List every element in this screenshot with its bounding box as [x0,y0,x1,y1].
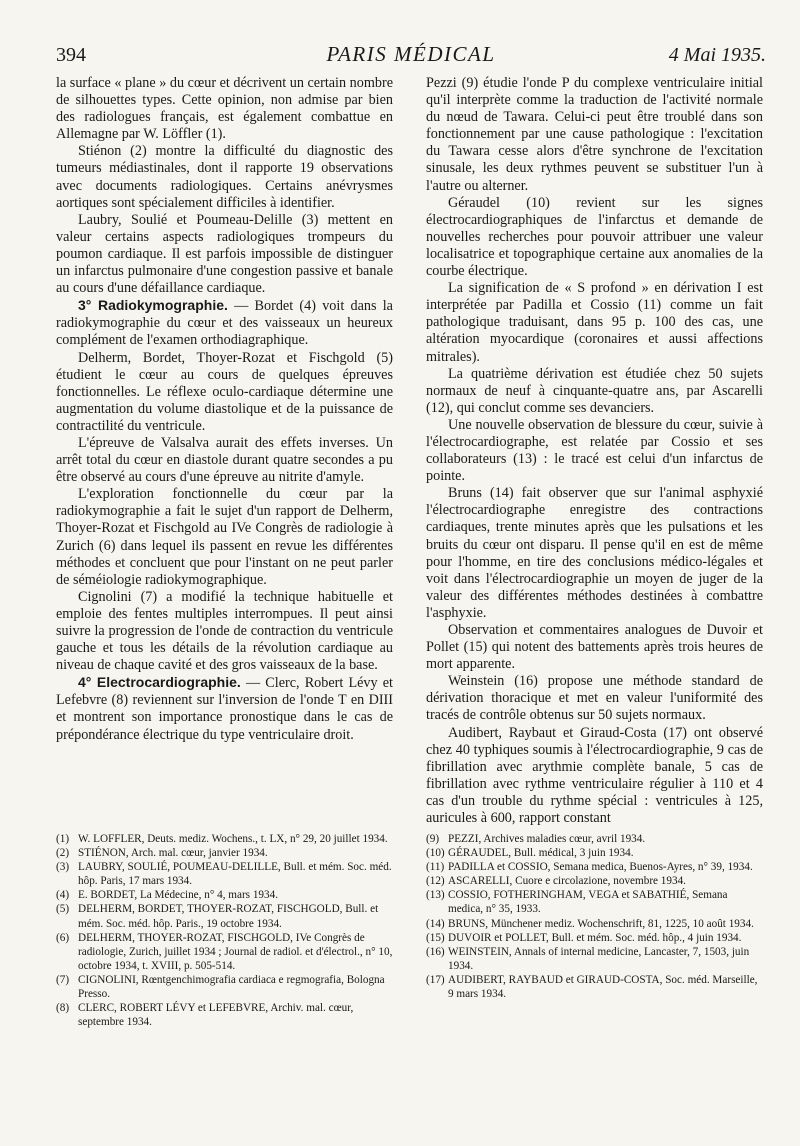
footnote-number: (13) [426,889,445,902]
footnote [426,973,763,1001]
footnote-number: (11) [426,861,445,874]
footnote [426,832,763,846]
footnote-number: (8) [56,1002,70,1015]
footnote-text: LAUBRY, SOULIÉ, POUMEAU-DELILLE, Bull. et mém. Soc. méd. hôp. Paris, 17 mars 1934. [78,861,392,888]
footnote-text: ASCARELLI, Cuore e circolazione, novembre 1934. [448,875,686,888]
paragraph: L'exploration fonctionnelle du cœur par la radiokymographie a fait le sujet d'un rapport de Delherm, Thoyer-Rozat et Fischgold au IVe Congrès de radiologie à Zurich (6) dans lequel ils passent en revue les différentes méthodes et concluent que pour l'instant on ne peut parler de séméiologie radiokymographique. [56,486,393,588]
section-text: — Clerc, Robert Lévy et Lefebvre (8) reviennent sur l'inversion de l'onde T en DIII et montrent son importance pronostique dans le cas de prépondérance électrique du type ventriculaire droit. [56,675,393,743]
footnote [426,860,763,874]
footnote-text: PADILLA et COSSIO, Semana medica, Buenos-Ayres, n° 39, 1934. [448,861,753,874]
footnote-text: GÉRAUDEL, Bull. médical, 3 juin 1934. [448,847,634,860]
footnote [56,902,393,930]
footnote-number: (6) [56,931,70,944]
paragraph: Observation et commentaires analogues de Duvoir et Pollet (15) qui notent des battements après trois heures de mort apparente. [426,622,763,673]
footnote-number: (9) [426,833,440,845]
footnote-number: (2) [56,847,70,860]
footnote-text: DUVOIR et POLLET, Bull. et mém. Soc. méd. hôp., 4 juin 1934. [448,931,742,944]
footnote-number: (15) [426,931,445,944]
paragraph: Laubry, Soulié et Poumeau-Delille (3) mettent en valeur certains aspects radiologiques trompeurs du poumon cardiaque. Il est parfois impossible de distinguer un infarctus pulmonaire d'une congestion passive et banale au cours d'une défaillance cardiaque. [56,211,393,297]
footnotes-left [56,832,393,1029]
footnote [426,846,763,860]
footnote-text: DELHERM, THOYER-ROZAT, FISCHGOLD, IVe Congrès de radiologie, Zurich, juillet 1934 ; Journal de radiol. et d'électrol., n° 10, octobre 1934, t. XVIII, p. 505-514. [78,931,393,972]
footnote-text: E. BORDET, La Médecine, n° 4, mars 1934. [78,889,279,902]
footnote-text: BRUNS, Münchener mediz. Wochenschrift, 81, 1225, 10 août 1934. [448,917,754,930]
footnote-number: (1) [56,833,70,845]
footnotes-right [426,832,763,1001]
paragraph: Delherm, Bordet, Thoyer-Rozat et Fischgold (5) étudient le cœur au cours de quelques épreuves fonctionnelles. Le réflexe oculo-cardiaque détermine une augmentation du volume diastolique et de la puissance de contractilité du ventricule. [56,349,393,434]
footnote [426,888,763,916]
footnote [426,874,763,888]
footnote-text: CIGNOLINI, Rœntgenchimografia cardiaca e regmografia, Bologna Presso. [78,973,385,1001]
footnote-number: (14) [426,917,445,930]
footnote-text: DELHERM, BORDET, THOYER-ROZAT, FISCHGOLD, Bull. et mém. Soc. méd. hôp. Paris., 19 octobre 1934. [78,903,379,930]
paragraph: Géraudel (10) revient sur les signes électrocardiographiques de l'infarctus et demande de nouvelles recherches pour pouvoir attribuer une valeur localisatrice et topographique certaine aux anomalies de la courbe électrique. [426,194,763,280]
footnote-text: AUDIBERT, RAYBAUD et GIRAUD-COSTA, Soc. méd. Marseille, 9 mars 1934. [448,973,758,1001]
paragraph: Audibert, Raybaut et Giraud-Costa (17) ont observé chez 40 typhiques soumis à l'électrocardiographie, 9 cas de fibrillation avec arythmie complète banale, 5 cas de fibrillation avec rythme ventriculaire régulier à 110 et 4 cas d'un trouble du rythme spécial : ventricules à 125, auricules à 600, rapport constant [426,724,763,827]
page-number: 394 [56,44,86,66]
footnote-text: COSSIO, FOTHERINGHAM, VEGA et SABATHIÉ, Semana medica, n° 35, 1933. [448,889,728,916]
footnote [56,1001,393,1029]
footnote [56,860,393,888]
paragraph: Weinstein (16) propose une méthode standard de dérivation thoracique et met en valeur l'uniformité des tracés de contrôle obtenus sur 50 sujets normaux. [426,673,763,724]
footnote [56,832,393,846]
section-paragraph-electrocardiographie [56,674,393,743]
paragraph: Cignolini (7) a modifié la technique habituelle et emploie des fentes multiples interrompues. Il peut ainsi suivre la progression de l'onde de contraction du ventricule gauche et tous les détails de la révolution cardiaque au niveau de chaque cavité et des gros vaisseaux de la base. [56,588,393,674]
paragraph: Bruns (14) fait observer que sur l'animal asphyxié l'électrocardiographe enregistre des contractions cardiaques, trente minutes après que les pulsations et les bruits du cœur ont disparu. Il pense qu'il en est de même pour l'homme, en tire des conclusions médico-légales et voit dans l'électrocardiographie un moyen de juger de la valeur des différentes méthodes destinées à combattre l'asphyxie. [426,485,763,621]
paragraph: L'épreuve de Valsalva aurait des effets inverses. Un arrêt total du cœur en diastole durant quatre secondes a pu être observé au cours d'une épreuve au nitrite d'amyle. [56,434,393,486]
paragraph: La signification de « S profond » en dérivation I est interprétée par Padilla et Cossio (11) comme un fait pathologique traduisant, dans 95 p. 100 des cas, une altération myocardique (coronaires et aussi affections mitrales). [426,280,763,365]
footnote-text: PEZZI, Archives maladies cœur, avril 1934. [448,833,646,845]
footnote-number: (17) [426,973,445,986]
running-header [56,40,766,72]
footnote-number: (7) [56,973,70,986]
footnote-text: CLERC, ROBERT LÉVY et LEFEBVRE, Archiv. mal. cœur, septembre 1934. [78,1002,354,1029]
footnote-text: WEINSTEIN, Annals of internal medicine, Lancaster, 7, 1503, juin 1934. [448,945,750,972]
footnote-number: (5) [56,903,70,916]
footnote-text: STIÉNON, Arch. mal. cœur, janvier 1934. [78,847,268,860]
footnote [426,931,763,945]
left-column [56,75,393,744]
issue-date: 4 Mai 1935. [668,44,766,66]
journal-title: PARIS MÉDICAL [326,42,496,66]
paragraph: Pezzi (9) étudie l'onde P du complexe ventriculaire initial qu'il interprète comme la traduction de l'activité normale du nœud de Tawara. Celui-ci peut être troublé dans son fonctionnement par une cause pathologique : l'excitation du Tawara cesse alors d'être synchrone de l'excitation sinusale, les deux rythmes peuvent se substituer l'un à l'autre ou alterner. [426,75,763,194]
footnote [56,888,393,902]
footnote [56,973,393,1001]
footnote-number: (16) [426,945,445,958]
section-heading: 3° Radiokymographie. [78,297,228,314]
paragraph: La quatrième dérivation est étudiée chez 50 sujets normaux de neuf à cinquante-quatre ans, par Ascarelli (12), qui conclut comme ses devanciers. [426,365,763,416]
footnote [426,945,763,973]
footnote-number: (10) [426,847,445,860]
section-heading: 4° Electrocardiographie. [78,674,241,691]
paragraph: Une nouvelle observation de blessure du cœur, suivie à l'électrocardiographe, est relatée par Cossio et ses collaborateurs (13) : le tracé est celui d'un infarctus de pointe. [426,416,763,485]
footnote-number: (4) [56,889,70,902]
footnote [56,846,393,860]
footnote-number: (12) [426,875,445,888]
footnote [426,917,763,931]
paragraph: la surface « plane » du cœur et décrivent un certain nombre de silhouettes types. Cette opinion, non admise par bien des radiologues français, est également combattue en Allemagne par W. Löffler (1). [56,75,393,143]
footnote-text: W. LOFFLER, Deuts. mediz. Wochens., t. LX, n° 29, 20 juillet 1934. [78,833,388,845]
right-column [426,75,763,827]
paragraph: Stiénon (2) montre la difficulté du diagnostic des tumeurs médiastinales, dont il rapporte 19 observations avec documents radiologiques. Certains anévrysmes aortiques sont spécialement difficiles à identifier. [56,143,393,211]
footnote [56,931,393,973]
section-paragraph-radiokymographie [56,297,393,349]
footnote-number: (3) [56,861,70,874]
section-text: — Bordet (4) voit dans la radiokymographie du cœur et des vaisseaux un heureux complément de l'examen orthodiagraphique. [56,298,393,349]
